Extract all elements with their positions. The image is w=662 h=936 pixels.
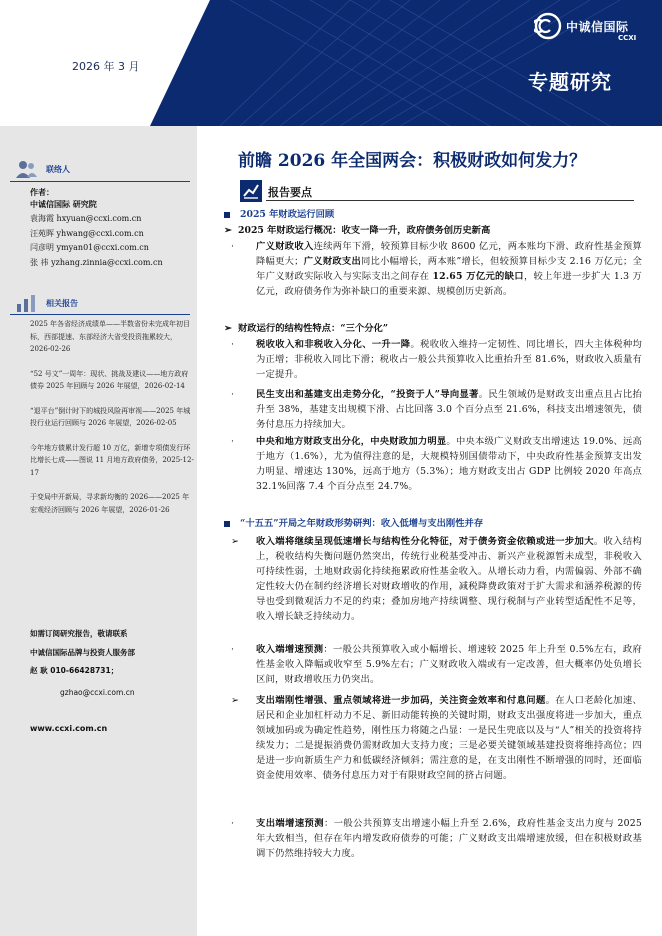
contact-section-header bbox=[14, 158, 70, 180]
paragraph bbox=[224, 387, 642, 432]
report-key-points-icon bbox=[240, 180, 262, 202]
section-heading-text: 2025 年财政运行回顾 bbox=[240, 209, 335, 220]
subsection-heading-text: 2025 年财政运行概况：收支一降一升，政府债务创历史新高 bbox=[238, 225, 491, 236]
page-title: 前瞻 2026 年全国两会：积极财政如何发力？ bbox=[238, 151, 587, 171]
service-department: 中诚信国际品牌与投资人服务部 bbox=[30, 648, 135, 657]
paragraph-text: 收入端增速预测：一般公共预算收入或小幅增长、增速较 2025 年上升至 0.5%左右，政府性基金收入降幅或收窄至 5.9%左右；广义财政收入端或有一定改善，但大概率仍处负增长区间，财政增收压力仍突出。 bbox=[256, 644, 643, 685]
subscription-note: 如需订阅研究报告，敬请联系 bbox=[30, 629, 128, 638]
dot-bullet-icon: · bbox=[231, 436, 234, 447]
contact-label: 联络人 bbox=[46, 164, 70, 174]
paragraph-text: 税收收入和非税收入分化、一升一降。税收收入维持一定韧性、同比增长，四大主体税种均为正增；非税收入同比下滑；税收占一般公共预算收入比重抬升至 81.6%，财政收入质量有一定提升。 bbox=[256, 339, 642, 380]
report-date: 2026 年 3 月 bbox=[72, 60, 140, 73]
related-report-link[interactable]: 2025 年各省经济成绩单——半数省份未完成年初目标，西部提速、东部经济大省受投资拖累较大，2026-02-26 bbox=[30, 320, 191, 353]
paragraph bbox=[224, 434, 642, 494]
report-header bbox=[0, 0, 662, 126]
dot-bullet-icon: ➢ bbox=[231, 536, 239, 547]
chart-icon bbox=[14, 292, 38, 314]
ccxi-logo-icon bbox=[534, 12, 562, 40]
paragraph bbox=[224, 337, 642, 382]
section-heading bbox=[224, 207, 642, 222]
square-bullet-icon bbox=[224, 212, 230, 218]
dot-bullet-icon: ➢ bbox=[231, 695, 239, 706]
people-icon bbox=[14, 158, 38, 180]
section-heading-text: “十五五”开局之年财政形势研判：收入低增与支出刚性并存 bbox=[240, 518, 484, 529]
author-entry: 汪苑晖 yhwang@ccxi.com.cn bbox=[30, 228, 144, 238]
paragraph bbox=[224, 693, 642, 783]
subsection-heading bbox=[224, 321, 642, 336]
dot-bullet-icon: · bbox=[231, 818, 234, 829]
author-title: 作者： bbox=[30, 188, 54, 197]
contact-email[interactable]: gzhao@ccxi.com.cn bbox=[60, 688, 135, 697]
website-link[interactable]: www.ccxi.com.cn bbox=[30, 724, 108, 733]
related-report-link[interactable]: “52 号文”一周年：现状、挑战及建议——地方政府债券 2025 年回顾与 2026 年展望，2026-02-14 bbox=[30, 369, 189, 390]
paragraph-text: 收入端将继续呈现低速增长与结构性分化特征，对于债务资金依赖或进一步加大。收入结构上，税收结构失衡问题仍然突出，传统行业税基受冲击、新兴产业税源暂未成型，非税收入可持续性弱，土地财政弱化持续拖累政府性基金收入。从增长动力看，内需偏弱、外部不确定性较大仍在制约经济增长对财政增收的作用，减税降费政策对于扩大需求和涵养税源的传导也受到微观活力不足的约束；叠加房地产持续调整、现行税制与产业转型适配性不足等，收入增长缺乏持续动力。 bbox=[256, 536, 642, 622]
paragraph bbox=[224, 239, 642, 299]
dot-bullet-icon: · bbox=[231, 241, 234, 252]
contact-divider bbox=[10, 181, 190, 182]
related-report-link[interactable]: “退平台”倒计时下的城投风险再审视——2025 年城投行业运行回顾与 2026 年展望，2026-02-05 bbox=[30, 406, 191, 427]
subsection-heading-text: 财政运行的结构性特点：“三个分化” bbox=[238, 323, 389, 334]
key-points-divider bbox=[266, 200, 634, 201]
dot-bullet-icon: · bbox=[231, 644, 234, 655]
author-entry: 袁海霞 hxyuan@ccxi.com.cn bbox=[30, 214, 142, 223]
paragraph bbox=[224, 534, 642, 624]
paragraph bbox=[224, 642, 642, 687]
key-points-label: 报告要点 bbox=[268, 186, 312, 199]
section-heading bbox=[224, 516, 642, 531]
dot-bullet-icon: · bbox=[231, 339, 234, 350]
author-list bbox=[30, 212, 195, 270]
subsection-heading bbox=[224, 223, 642, 238]
author-institute: 中诚信国际 研究院 bbox=[30, 200, 97, 209]
dot-bullet-icon: · bbox=[231, 389, 234, 400]
author-entry: 张 祎 yzhang.zinnia@ccxi.com.cn bbox=[30, 257, 163, 267]
arrow-bullet-icon: ➢ bbox=[224, 323, 232, 334]
author-entry: 闫彦明 ymyan01@ccxi.com.cn bbox=[30, 243, 149, 252]
related-report-link[interactable]: 于变局中开新局，寻求新均衡的 2026——2025 年宏观经济回顾与 2026 年展望，2026-01-26 bbox=[30, 493, 190, 514]
related-divider bbox=[10, 314, 190, 315]
brand-name-en: CCXI bbox=[618, 34, 637, 42]
paragraph bbox=[224, 816, 642, 861]
brand-logo bbox=[534, 12, 654, 48]
related-section-header bbox=[14, 292, 78, 314]
paragraph-text: 民生支出和基建支出走势分化，“投资于人”导向显著。民生领域仍是财政支出重点且占比抬升至 38%，基建支出规模下滑、占比回落 3.0 个百分点至 21.6%，科技支出增速领先，债务付息压力持续加大。 bbox=[256, 389, 643, 430]
paragraph-text: 广义财政收入连续两年下滑，较预算目标少收 8600 亿元，两本账均下滑、政府性基金预算降幅更大；广义财政支出同比小幅增长，两本账”增长，但较预算目标少支 2.16 万亿元；全年广义财政实际收入与实际支出之间存在 12.65 万亿元的缺口，较上年进一步扩大 1.3 万亿元，政府债务作为弥补缺口的重要来源、规模创历史新高。 bbox=[256, 241, 642, 297]
paragraph-text: 支出端增速预测：一般公共预算支出增速小幅上升至 2.6%，政府性基金支出力度与 2025 年大致相当，但存在年内增发政府债券的可能；广义财政支出端增速放缓，但在积极财政基调下仍然维持较大力度。 bbox=[256, 818, 643, 859]
related-report-link[interactable]: 今年地方债累计发行超 10 万亿，新增专项债发行环比增长七成——图说 11 月地方政府债务，2025-12-17 bbox=[30, 443, 194, 477]
related-reports-list bbox=[30, 318, 195, 528]
paragraph-text: 支出端刚性增强、重点领域将进一步加码，关注资金效率和付息问题。在人口老龄化加速、居民和企业加杠杆动力不足、新旧动能转换的关键时期，财政支出强度将进一步加大，重点领域加码或为确定性趋势，刚性压力将随之凸显：一是民生兜底以及与“人”相关的投资将持续发力；二是提振消费仍需财政加大支持力度；三是必要关键领域基建投资将维持高位；四是进一步向新质生产力和低碳经济倾斜；需注意的是，在支出刚性不断增强的同时，还面临资金使用效率、债务付息压力对于有限财政空间的挤占问题。 bbox=[256, 695, 642, 781]
square-bullet-icon bbox=[224, 521, 230, 527]
related-label: 相关报告 bbox=[46, 298, 78, 308]
paragraph-text: 中央和地方财政支出分化，中央财政加力明显。中央本级广义财政支出增速达 19.0%、远高于地方（1.6%），尤为值得注意的是，大规模特别国债带动下，中央政府性基金预算支出发力明显、增速达 130%，远高于地方（5.3%）；地方财政支出占 GDP 比例较 2020 年高点 32.1%回落 7.4 个百分点至 24.7%。 bbox=[256, 436, 642, 492]
arrow-bullet-icon: ➢ bbox=[224, 225, 232, 236]
contact-phone: 赵 耿 010-66428731； bbox=[30, 666, 119, 675]
brand-name-cn: 中诚信国际 bbox=[566, 20, 629, 34]
report-type: 专题研究 bbox=[528, 70, 612, 94]
